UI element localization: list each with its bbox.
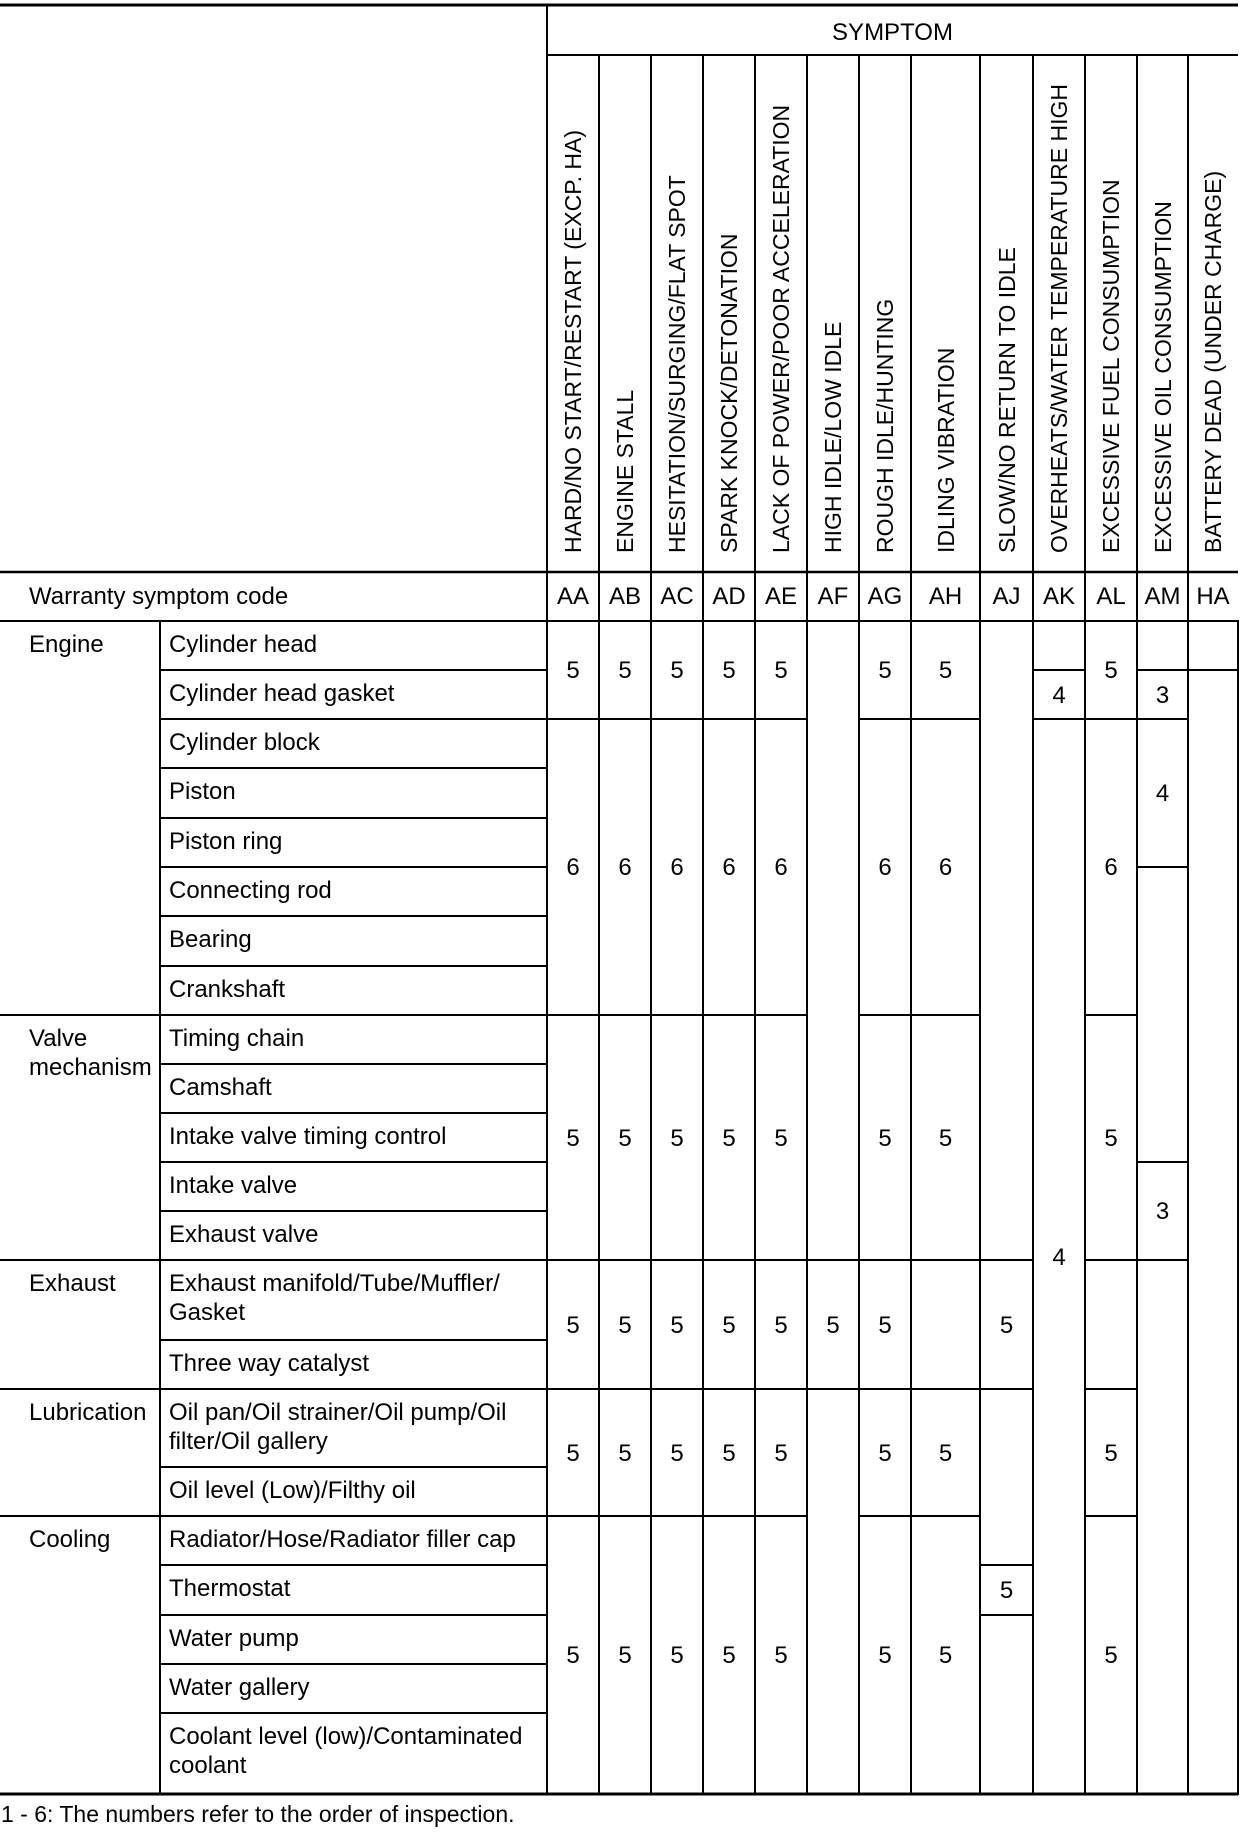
inspection-order-value: 6 bbox=[878, 854, 892, 881]
symptom-code: AB bbox=[608, 583, 642, 610]
inspection-order-value: 5 bbox=[670, 657, 684, 684]
inspection-order-value: 5 bbox=[938, 657, 953, 684]
inspection-order-value: 4 bbox=[1052, 1243, 1066, 1271]
group-label: Cooling bbox=[29, 1526, 111, 1553]
part-label: Connecting rod bbox=[169, 877, 332, 904]
part-label: Water gallery bbox=[169, 1674, 310, 1701]
symptom-code: AA bbox=[556, 583, 590, 610]
inspection-order-value: 5 bbox=[670, 1642, 684, 1669]
inspection-order-value: 4 bbox=[1155, 780, 1170, 807]
symptom-code: AK bbox=[1042, 583, 1076, 610]
group-label: Lubrication bbox=[29, 1399, 147, 1426]
inspection-order-value: 5 bbox=[878, 1311, 892, 1339]
symptom-header: SYMPTOM bbox=[832, 19, 953, 46]
symptom-label: BATTERY DEAD (UNDER CHARGE) bbox=[1200, 170, 1226, 553]
inspection-order-value: 5 bbox=[999, 1577, 1014, 1604]
matrix-cell bbox=[980, 1389, 1033, 1565]
matrix-cell bbox=[911, 1260, 980, 1389]
symptom-label: EXCESSIVE FUEL CONSUMPTION bbox=[1098, 179, 1124, 553]
inspection-order-value: 5 bbox=[1104, 657, 1118, 684]
inspection-order-value: 5 bbox=[1104, 1439, 1118, 1467]
inspection-order-value: 5 bbox=[722, 1124, 736, 1152]
matrix-cell bbox=[1137, 1260, 1188, 1794]
inspection-order-value: 5 bbox=[722, 1439, 736, 1467]
part-label: Cylinder block bbox=[169, 729, 320, 756]
inspection-order-value: 5 bbox=[938, 1124, 953, 1152]
part-label: Coolant level (low)/Contaminated coolant bbox=[169, 1723, 523, 1779]
symptom-label: HARD/NO START/RESTART (EXCP. HA) bbox=[560, 129, 586, 553]
part-label: Oil pan/Oil strainer/Oil pump/Oil filter/Oil gallery bbox=[169, 1399, 507, 1455]
group-label: Engine bbox=[29, 631, 104, 658]
inspection-order-value: 5 bbox=[878, 1439, 892, 1467]
symptom-label: OVERHEATS/WATER TEMPERATURE HIGH bbox=[1046, 84, 1072, 553]
symptom-code: AM bbox=[1144, 583, 1181, 610]
symptom-code: AC bbox=[660, 583, 694, 610]
inspection-order-value: 5 bbox=[774, 1124, 788, 1152]
inspection-order-value: 6 bbox=[566, 854, 580, 881]
symptom-code: AJ bbox=[992, 583, 1021, 610]
symptom-label: ENGINE STALL bbox=[612, 389, 638, 553]
group-label: Exhaust bbox=[29, 1270, 116, 1297]
part-label: Radiator/Hose/Radiator filler cap bbox=[169, 1526, 516, 1553]
inspection-order-value: 5 bbox=[566, 1311, 580, 1339]
inspection-order-value: 4 bbox=[1052, 681, 1066, 709]
inspection-order-value: 5 bbox=[618, 1311, 632, 1339]
part-label: Intake valve timing control bbox=[169, 1123, 447, 1150]
inspection-order-value: 5 bbox=[774, 1642, 788, 1669]
inspection-order-value: 5 bbox=[938, 1439, 953, 1467]
symptom-code: AL bbox=[1096, 583, 1126, 610]
inspection-order-value: 5 bbox=[878, 1124, 892, 1152]
inspection-order-value: 5 bbox=[826, 1311, 840, 1339]
matrix-cell bbox=[980, 1615, 1033, 1794]
inspection-order-value: 5 bbox=[618, 1642, 632, 1669]
part-label: Exhaust valve bbox=[169, 1221, 319, 1248]
inspection-order-value: 6 bbox=[670, 854, 684, 881]
part-label: Intake valve bbox=[169, 1172, 298, 1199]
inspection-order-value: 5 bbox=[670, 1124, 684, 1152]
inspection-order-value: 6 bbox=[774, 854, 788, 881]
inspection-order-value: 5 bbox=[1104, 1642, 1118, 1669]
matrix-cell bbox=[807, 621, 859, 1260]
part-label: Piston bbox=[169, 778, 236, 805]
matrix-cell bbox=[1033, 621, 1085, 670]
matrix-cell bbox=[1188, 670, 1238, 1794]
part-label: Water pump bbox=[169, 1625, 299, 1652]
part-label: Exhaust manifold/Tube/Muffler/ Gasket bbox=[169, 1270, 500, 1326]
inspection-order-value: 5 bbox=[722, 1642, 736, 1669]
inspection-order-value: 6 bbox=[722, 854, 736, 881]
symptom-code: AG bbox=[867, 583, 903, 610]
part-label: Piston ring bbox=[169, 828, 283, 855]
inspection-order-value: 5 bbox=[938, 1642, 953, 1669]
part-label: Bearing bbox=[169, 926, 252, 953]
inspection-order-value: 5 bbox=[722, 1311, 736, 1339]
inspection-order-value: 5 bbox=[618, 657, 632, 684]
part-label: Oil level (Low)/Filthy oil bbox=[169, 1477, 416, 1504]
inspection-order-value: 5 bbox=[722, 657, 736, 684]
part-label: Three way catalyst bbox=[169, 1350, 370, 1377]
matrix-cell bbox=[1188, 621, 1238, 670]
inspection-order-value: 3 bbox=[1155, 1198, 1170, 1225]
part-label: Timing chain bbox=[169, 1025, 305, 1052]
part-label: Cylinder head gasket bbox=[169, 680, 395, 707]
symptom-code: AH bbox=[928, 583, 963, 610]
symptom-label: EXCESSIVE OIL CONSUMPTION bbox=[1149, 201, 1176, 553]
symptom-label: ROUGH IDLE/HUNTING bbox=[872, 298, 898, 553]
footnote: 1 - 6: The numbers refer to the order of inspection. bbox=[1, 1801, 515, 1827]
warranty-code-label: Warranty symptom code bbox=[29, 583, 289, 610]
matrix-cell bbox=[807, 1389, 859, 1794]
symptom-label: SLOW/NO RETURN TO IDLE bbox=[993, 247, 1020, 553]
inspection-order-value: 5 bbox=[999, 1311, 1014, 1339]
symptom-label: HIGH IDLE/LOW IDLE bbox=[820, 321, 846, 553]
inspection-order-value: 6 bbox=[1104, 854, 1118, 881]
symptom-label: IDLING VIBRATION bbox=[932, 347, 959, 553]
matrix-cell bbox=[1137, 621, 1188, 670]
symptom-label: HESITATION/SURGING/FLAT SPOT bbox=[664, 175, 690, 553]
symptom-code: AD bbox=[712, 583, 746, 610]
inspection-order-value: 5 bbox=[774, 1311, 788, 1339]
inspection-order-value: 5 bbox=[670, 1439, 684, 1467]
part-label: Cylinder head bbox=[169, 631, 318, 658]
symptom-label: LACK OF POWER/POOR ACCELERATION bbox=[768, 104, 794, 553]
part-label: Crankshaft bbox=[169, 976, 286, 1003]
part-label: Thermostat bbox=[169, 1575, 291, 1602]
symptom-label: SPARK KNOCK/DETONATION bbox=[716, 233, 742, 553]
symptom-code: HA bbox=[1196, 583, 1230, 610]
symptom-code: AF bbox=[817, 583, 849, 610]
matrix-cell bbox=[1137, 867, 1188, 1162]
inspection-order-value: 5 bbox=[618, 1439, 632, 1467]
inspection-order-value: 6 bbox=[618, 854, 632, 881]
inspection-order-value: 5 bbox=[566, 1642, 580, 1669]
inspection-order-value: 5 bbox=[878, 657, 892, 684]
inspection-order-value: 6 bbox=[938, 854, 953, 881]
inspection-order-value: 5 bbox=[1104, 1124, 1118, 1152]
matrix-cell bbox=[1085, 1260, 1137, 1389]
inspection-order-value: 5 bbox=[566, 1124, 580, 1152]
inspection-order-value: 5 bbox=[774, 657, 788, 684]
inspection-order-value: 5 bbox=[566, 1439, 580, 1467]
inspection-order-value: 5 bbox=[618, 1124, 632, 1152]
inspection-order-value: 3 bbox=[1155, 681, 1170, 709]
symptom-code: AE bbox=[764, 583, 798, 610]
inspection-order-value: 5 bbox=[670, 1311, 684, 1339]
matrix-cell bbox=[980, 621, 1033, 1260]
inspection-order-value: 5 bbox=[774, 1439, 788, 1467]
inspection-order-value: 5 bbox=[878, 1642, 892, 1669]
part-label: Camshaft bbox=[169, 1074, 272, 1101]
group-label: Valve mechanism bbox=[29, 1025, 152, 1081]
inspection-order-value: 5 bbox=[566, 657, 580, 684]
